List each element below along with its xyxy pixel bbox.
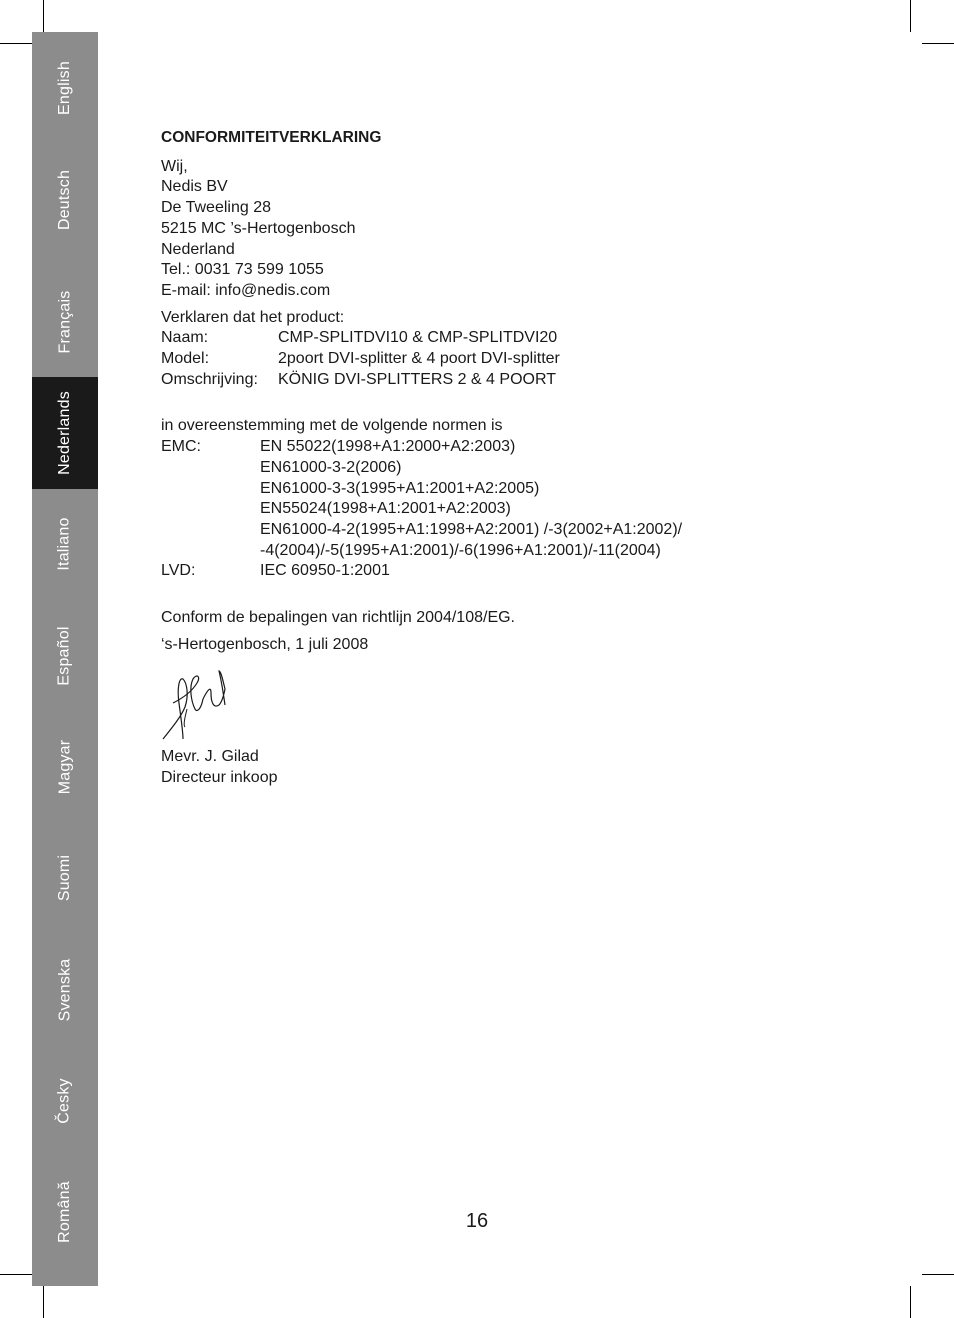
product-details: [161, 308, 861, 391]
tab-nederlands[interactable]: [32, 377, 98, 489]
norm-value: -4(2004)/-5(1995+A1:2001)/-6(1996+A1:2001)/-11(2004): [260, 541, 661, 559]
crop-mark: [910, 0, 911, 32]
field-value: KÖNIG DVI-SPLITTERS 2 & 4 POORT: [278, 370, 556, 388]
address-line: E-mail: info@nedis.com: [161, 281, 331, 299]
norm-value: IEC 60950-1:2001: [260, 562, 390, 580]
crop-mark: [0, 1274, 32, 1275]
tab-label: Nederlands: [56, 391, 74, 475]
tab-label: Česky: [55, 1078, 73, 1124]
tab-suomi[interactable]: [32, 822, 98, 934]
field-label: Naam:: [161, 329, 209, 347]
crop-mark: [43, 1286, 44, 1318]
crop-mark: [922, 43, 954, 44]
lvd-label: LVD:: [161, 562, 196, 580]
address-line: 5215 MC ’s-Hertogenbosch: [161, 219, 356, 237]
address-line: Wij,: [161, 157, 188, 175]
tab-italiano[interactable]: [32, 488, 98, 600]
tab-deutsch[interactable]: [32, 144, 98, 256]
signer-name: Mevr. J. Gilad: [161, 748, 259, 766]
norm-value: EN 55022(1998+A1:2000+A2:2003): [260, 438, 516, 456]
tab-label: Italiano: [55, 517, 73, 571]
tab-espanol[interactable]: [32, 600, 98, 712]
tab-english[interactable]: [32, 32, 98, 144]
tab-label: Español: [55, 626, 73, 686]
field-value: 2poort DVI-splitter & 4 poort DVI-splitter: [278, 350, 560, 368]
norm-value: EN61000-3-2(2006): [260, 458, 402, 476]
emc-label: EMC:: [161, 438, 201, 456]
address-line: Nedis BV: [161, 178, 228, 196]
field-label: Omschrijving:: [161, 370, 258, 388]
crop-mark: [43, 0, 44, 32]
crop-mark: [0, 43, 32, 44]
tab-label: Svenska: [56, 958, 73, 1022]
tab-label: Français: [55, 290, 73, 354]
product-row: [161, 328, 861, 349]
language-sidebar: [32, 32, 98, 1286]
place-date: ‘s-Hertogenbosch, 1 juli 2008: [161, 635, 369, 653]
tab-svenska[interactable]: [32, 934, 98, 1046]
emc-row: [161, 437, 861, 561]
tab-label: Deutsch: [55, 169, 73, 231]
norm-value: EN55024(1998+A1:2001+A2:2003): [260, 500, 511, 518]
page-title: CONFORMITEITVERKLARING: [161, 129, 382, 146]
norm-value: EN61000-4-2(1995+A1:1998+A2:2001) /-3(2002+A1:2002)/: [260, 520, 683, 538]
tab-label: English: [55, 61, 73, 115]
signer-block: [161, 747, 861, 788]
company-address: [161, 157, 861, 302]
product-row: [161, 370, 861, 391]
field-label: Model:: [161, 350, 210, 368]
norms-intro: in overeenstemming met de volgende normen is: [161, 417, 503, 435]
crop-mark: [910, 1286, 911, 1318]
declaration-content: [161, 128, 861, 789]
tab-label: Română: [56, 1181, 73, 1243]
tab-magyar[interactable]: [32, 711, 98, 823]
crop-mark: [922, 1274, 954, 1275]
page-number: 16: [465, 1210, 489, 1232]
address-line: Nederland: [161, 240, 235, 258]
product-row: [161, 349, 861, 370]
address-line: De Tweeling 28: [161, 199, 271, 217]
emc-values: [260, 437, 682, 561]
tab-francais[interactable]: [32, 266, 98, 378]
field-value: CMP-SPLITDVI10 & CMP-SPLITDVI20: [278, 329, 558, 347]
directive-statement: Conform de bepalingen van richtlijn 2004/108/EG.: [161, 609, 515, 627]
signature-image: [161, 669, 241, 741]
tab-cesky[interactable]: [32, 1045, 98, 1157]
tab-label: Suomi: [55, 854, 73, 902]
norms-section: [161, 416, 861, 582]
norm-value: EN61000-3-3(1995+A1:2001+A2:2005): [260, 479, 540, 497]
tab-label: Magyar: [56, 739, 73, 795]
product-intro: Verklaren dat het product:: [161, 308, 345, 326]
address-line: Tel.: 0031 73 599 1055: [161, 261, 324, 279]
signer-title: Directeur inkoop: [161, 769, 278, 787]
lvd-row: [161, 561, 861, 582]
